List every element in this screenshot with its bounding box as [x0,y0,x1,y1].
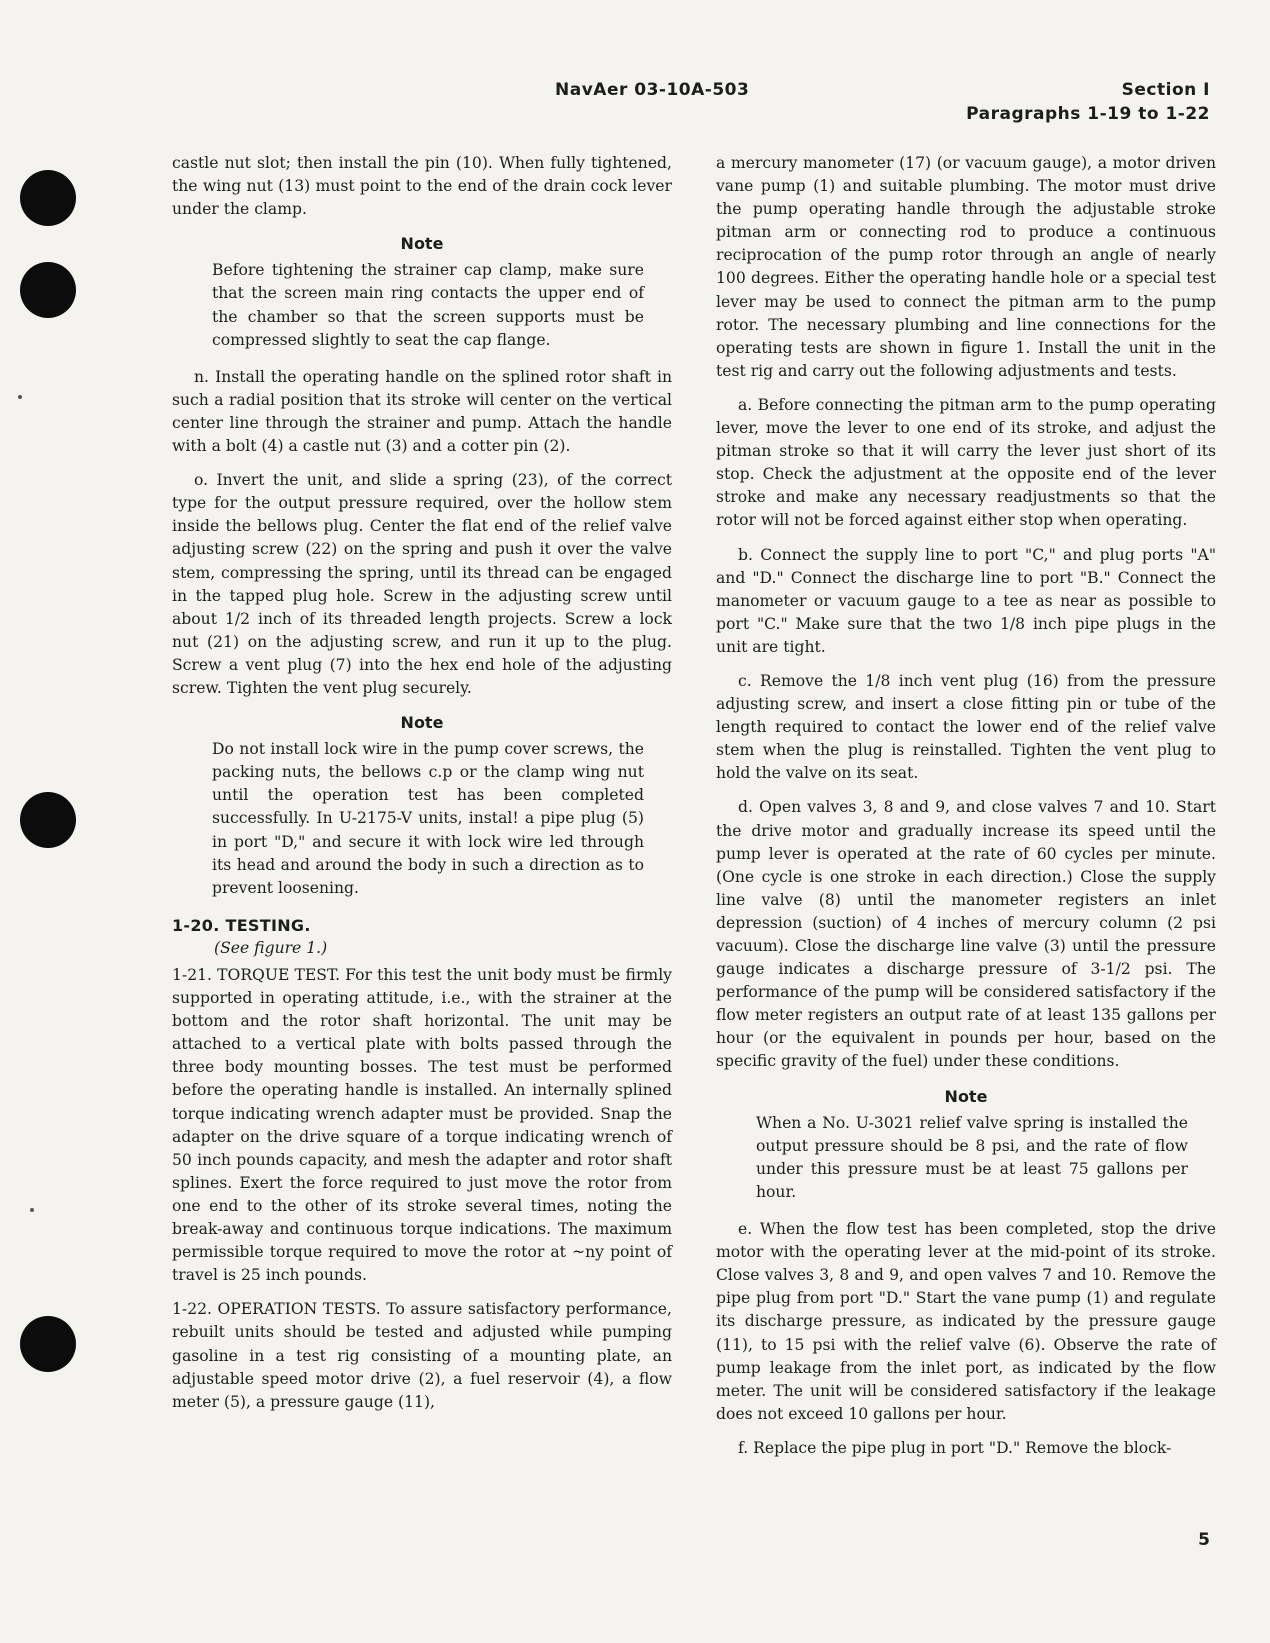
note-heading: Note [400,234,444,254]
paragraph: a mercury manometer (17) (or vacuum gauge), a motor driven vane pump (1) and suitable plumbing. The motor must drive the pump operating handle through the adjustable stroke pitman arm or connecting rod to produce a continuous reciprocation of the pump rotor through an angle of nearly 100 degrees. Either the operating handle hole or a special test lever may be used to connect the pitman arm to the pump rotor. The necessary plumbing and line connections for the operating tests are shown in figure 1. Install the unit in the test rig and carry out the following adjustments and tests. [716,154,1216,380]
header-right [966,78,1210,126]
paragraph: 1-22. OPERATION TESTS. To assure satisfactory performance, rebuilt units should be tested and adjusted while pumping gasoline in a test rig consisting of a mounting plate, an adjustable speed motor drive (2), a fuel reservoir (4), a flow meter (5), a pressure gauge (11), [172,1300,672,1411]
document-id: NavAer 03-10A-503 [555,80,750,100]
binder-hole [20,170,76,226]
speck [30,1208,34,1212]
paragraph: o. Invert the unit, and slide a spring (23), of the correct type for the output pressure required, over the hollow stem inside the bellows plug. Center the flat end of the relief valve adjusting screw (22) on the spring and push it over the valve stem, compressing the spring, until its thread can be engaged in the tapped plug hole. Screw in the adjusting screw until about 1/2 inch of its threaded length projects. Screw a lock nut (21) on the adjusting screw, and run it up to the plug. Screw a vent plug (7) into the hex end hole of the adjusting screw. Tighten the vent plug securely. [172,471,672,697]
paragraph: d. Open valves 3, 8 and 9, and close valves 7 and 10. Start the drive motor and gradually increase its speed until the pump lever is operated at the rate of 60 cycles per minute. (One cycle is one stroke in each direction.) Close the supply line valve (8) until the manometer registers an inlet depression (suction) of 4 inches of mercury column (2 psi vacuum). Close the discharge line valve (3) until the pressure gauge indicates a discharge pressure of 3-1/2 psi. The performance of the pump will be considered satisfactory if the flow meter registers an output rate of at least 135 gallons per hour (or the equivalent in pounds per hour, based on the specific gravity of the fuel) under these conditions. [716,798,1216,1071]
paragraph: 1-21. TORQUE TEST. For this test the unit body must be firmly supported in operating attitude, i.e., with the strainer at the bottom and the rotor shaft horizontal. The unit may be attached to a vertical plate with bolts passed through the three body mounting bosses. The test must be performed before the operating handle is installed. An internally splined torque indicating wrench adapter must be provided. Snap the adapter on the drive square of a torque indicating wrench of 50 inch pounds capacity, and mesh the adapter and rotor shaft splines. Exert the force required to just move the rotor from one end to the other of its stroke several times, noting the break-away and continuous torque indications. The maximum permissible torque required to move the rotor at ~ny point of travel is 25 inch pounds. [172,966,672,1285]
binder-hole [20,792,76,848]
note-text: Do not install lock wire in the pump cover screws, the packing nuts, the bellows c.p or the clamp wing nut until the operation test has been completed successfully. In U-2175-V units, instal! a pipe plug (5) in port "D," and secure it with lock wire led through its head and around the body in such a direction as to prevent loosening. [212,740,644,897]
paragraph: f. Replace the pipe plug in port "D." Remove the block- [738,1438,1172,1457]
note-text: Before tightening the strainer cap clamp, make sure that the screen main ring contacts the upper end of the chamber so that the screen supports must be compressed slightly to seat the cap flange. [212,261,644,349]
section-label: Section I [1121,80,1210,100]
paragraph-range: Paragraphs 1-19 to 1-22 [966,104,1210,124]
paragraph: c. Remove the 1/8 inch vent plug (16) from the pressure adjusting screw, and insert a close fitting pin or tube of the length required to contact the lower end of the relief valve stem when the plug is reinstalled. Tighten the vent plug to hold the valve on its seat. [716,671,1216,783]
paragraph: castle nut slot; then install the pin (10). When fully tightened, the wing nut (13) must point to the end of the drain cock lever under the clamp. [172,154,672,219]
paragraph: a. Before connecting the pitman arm to the pump operating lever, move the lever to one end of its stroke, and adjust the pitman stroke so that it will carry the lever just short of its stop. Check the adjustment at the opposite end of the lever stroke and make any necessary readjustments so that the rotor will not be forced against either stop when operating. [716,395,1216,530]
binder-hole [20,262,76,318]
right-column [716,152,1216,1471]
page-number: 5 [1198,1530,1210,1550]
left-column [172,152,672,1425]
note-text: When a No. U-3021 relief valve spring is installed the output pressure should be 8 psi, and the rate of flow under this pressure must be at least 75 gallons per hour. [756,1113,1188,1201]
note-heading: Note [400,713,444,733]
paragraph: e. When the flow test has been completed, stop the drive motor with the operating lever at the mid-point of its stroke. Close valves 3, 8 and 9, and open valves 7 and 10. Remove the pipe plug from port "D." Start the vane pump (1) and regulate its discharge pressure, as indicated by the pressure gauge (11), to 15 psi with the relief valve (6). Observe the rate of pump leakage from the inlet port, as indicated by the flow meter. The unit will be considered satisfactory if the leakage does not exceed 10 gallons per hour. [716,1220,1216,1423]
note-heading: Note [944,1086,988,1106]
section-heading: 1-20. TESTING. [172,915,311,935]
paragraph: b. Connect the supply line to port "C," and plug ports "A" and "D." Connect the discharge line to port "B." Connect the manometer or vacuum gauge to a tee as near as possible to port "C." Make sure that the two 1/8 inch pipe plugs in the unit are tight. [716,545,1216,656]
figure-reference: (See figure 1.) [214,938,328,957]
binder-hole [20,1316,76,1372]
paragraph: n. Install the operating handle on the splined rotor shaft in such a radial position that its stroke will center on the vertical center line through the strainer and pump. Attach the handle with a bolt (4) a castle nut (3) and a cotter pin (2). [172,367,672,456]
speck [18,395,22,399]
